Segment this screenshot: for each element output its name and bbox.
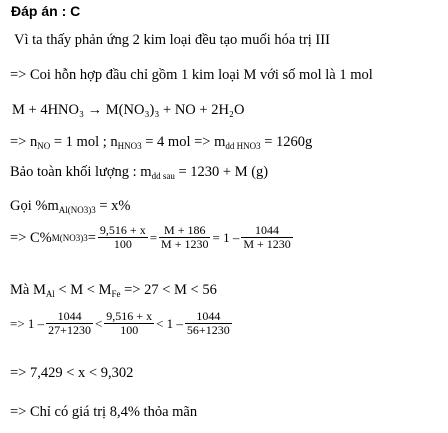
explanation-line-2: => Coi hỗn hợp đầu chỉ gồm 1 kim loại M với số mol là 1 mol [10, 67, 373, 83]
molar-mass-range: Mà $M_{Al} < M < M_{Fe} => 27 < M < 56$ [10, 282, 217, 299]
explanation-line-1: Vì ta thấy phản ứng 2 kim loại đều tạo muối hóa trị III [14, 32, 330, 48]
conclusion: => Chỉ có giá trị 8,4% thỏa mãn [10, 404, 198, 420]
fraction-x-over-100: $\frac{9,516 + x}{100}$ [99, 223, 146, 251]
inequality-line: => 1 – $\frac{1044}{27+1230}$ < $\frac{9,516 + x}{100}$ < 1 – $\frac{1044}{56+1230}$ [10, 309, 230, 337]
fraction-x-over-100-b: $\frac{9,516 + x}{100}$ [106, 309, 153, 337]
x-range: => 7,429 < x < 9,302 [10, 365, 134, 381]
answer-title: Đáp án : C [11, 3, 81, 19]
mass-conservation: Bảo toàn khối lượng : $m_{dd sau} = 1230 + M$ (g) [10, 164, 269, 181]
mole-calculation: => $n_{NO} = 1$ mol ; $n_{HNO3} = 4$ mol => $m_{dd HNO3} = 1260g$ [10, 134, 313, 151]
reaction-equation: M + 4HNO₃ → M(NO₃)₃ + NO + 2H₂O [12, 102, 245, 118]
fraction-m-plus-186: $\frac{M + 186}{M + 1230}$ [161, 223, 209, 251]
fraction-1044-over-m: $\frac{1044}{M + 1230}$ [243, 223, 291, 251]
concentration-equation: => C% M(NO3)3 = $\frac{9,516 + x}{100}$ = $\frac{M + 186}{M + 1230}$ = 1 – $\frac{1044}{M + 1230}$ [10, 223, 291, 251]
fraction-1044-over-56: $\frac{1044}{56+1230}$ [186, 309, 230, 337]
fraction-1044-over-27: $\frac{1044}{27+1230}$ [48, 309, 91, 337]
percent-definition: Gọi $\%m_{Al(NO3)3} = x\%$ [10, 198, 131, 215]
